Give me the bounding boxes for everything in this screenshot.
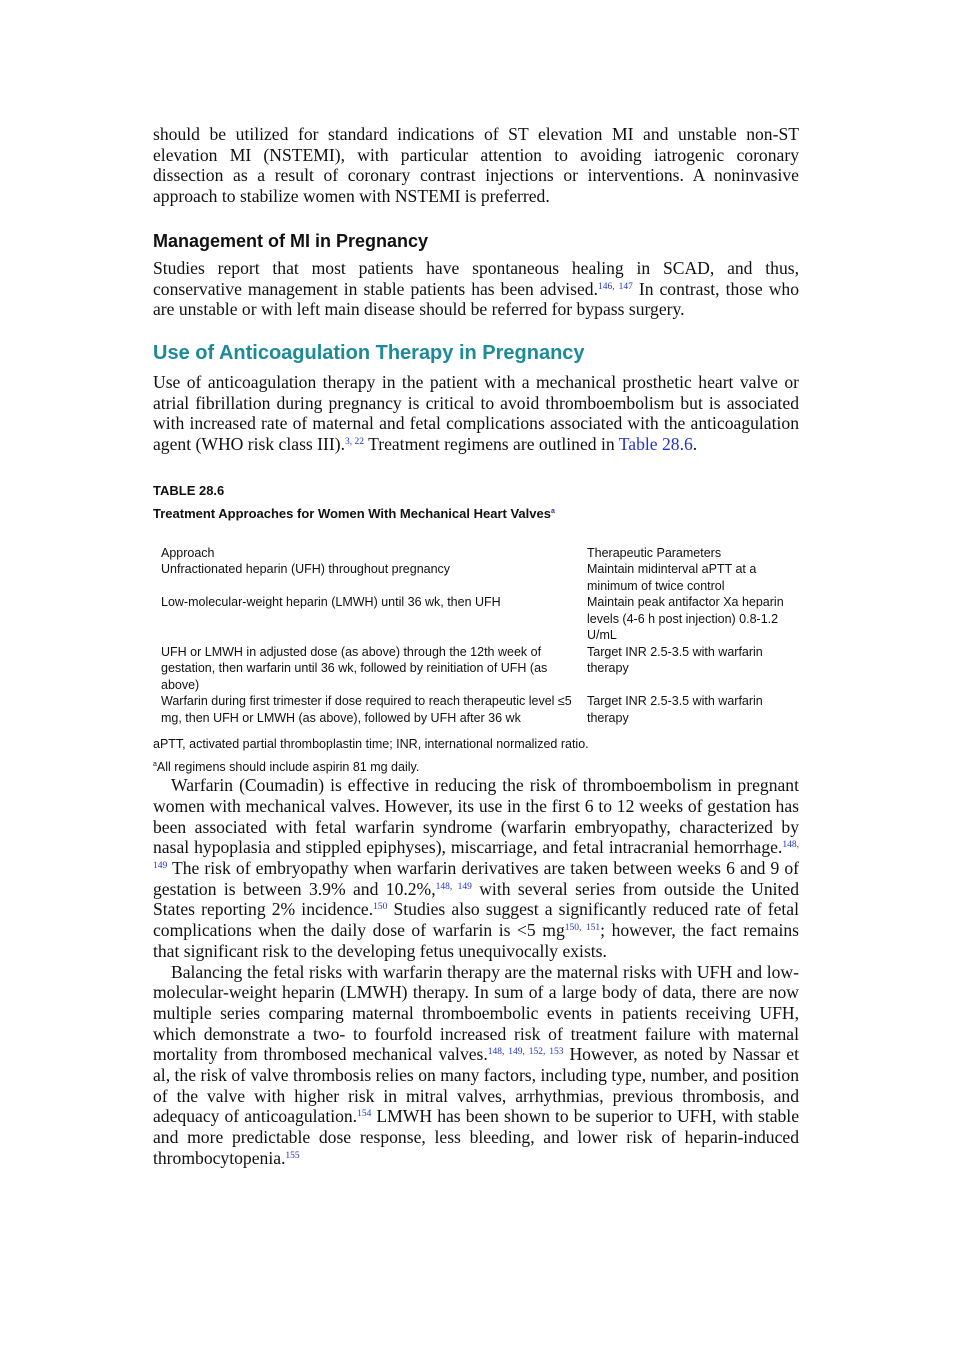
document-page bbox=[153, 124, 799, 1169]
table-cell-approach: UFH or LMWH in adjusted dose (as above) through the 12th week of gestation, then warfarin until 36 wk, followed by reinitiation of UFH (as above) bbox=[161, 644, 548, 692]
table-row bbox=[161, 561, 801, 594]
intro-paragraph: should be utilized for standard indications of ST elevation MI and unstable non-ST elevation MI (NSTEMI), with particular attention to avoiding iatrogenic coronary dissection as a result of coronary contrast injections or interventions. A noninvasive approach to stabilize women with NSTEMI is preferred. bbox=[153, 124, 799, 207]
table-footnote-a bbox=[153, 757, 799, 775]
table-header-row bbox=[161, 545, 801, 562]
balancing-paragraph bbox=[153, 962, 799, 1169]
reference-link[interactable]: 148, 149 bbox=[153, 840, 799, 872]
table-cell-parameters: Target INR 2.5-3.5 with warfarin therapy bbox=[587, 644, 763, 676]
anticoagulation-paragraph bbox=[153, 372, 799, 455]
table-title-footnote-mark[interactable]: a bbox=[550, 507, 555, 515]
reference-link[interactable]: 3, 22 bbox=[345, 437, 364, 448]
table-row bbox=[161, 644, 801, 694]
reference-link[interactable]: 146, 147 bbox=[598, 281, 633, 292]
table-title bbox=[153, 506, 799, 521]
paragraph-text: However, as noted by Nassar et al, the risk of valve thrombosis relies on many factors, including type, number, and position of the valve with higher risk in mitral valves, arrhythmias, previous thrombosis, and adequacy of anticoagulation. bbox=[153, 1044, 800, 1127]
reference-link[interactable]: 150 bbox=[373, 902, 388, 913]
table-cell-approach: Unfractionated heparin (UFH) throughout pregnancy bbox=[161, 562, 451, 577]
table-cell-parameters: Target INR 2.5-3.5 with warfarin therapy bbox=[587, 694, 763, 725]
table-cell-approach: Warfarin during first trimester if dose required to reach therapeutic level ≤5 mg, then UFH or LMWH (as above), followed by UFH after 36 wk bbox=[161, 694, 572, 725]
paragraph-text: Studies report that most patients have spontaneous healing in SCAD, and thus, conservative management in stable patients has been advised. bbox=[153, 257, 799, 299]
table-footnote-abbreviations: aPTT, activated partial thromboplastin time; INR, international normalized ratio. bbox=[153, 737, 589, 752]
paragraph-text: with several series from outside the United States reporting 2% incidence. bbox=[153, 878, 800, 920]
paragraph-text: The risk of embryopathy when warfarin derivatives are taken between weeks 6 and 9 of gestation is between 3.9% and 10.2%, bbox=[153, 858, 799, 899]
reference-link[interactable]: 155 bbox=[285, 1150, 300, 1161]
reference-link[interactable]: 148, 149 bbox=[435, 881, 472, 892]
table-cell-parameters: Maintain peak antifactor Xa heparin levels (4-6 h post injection) 0.8-1.2 U/mL bbox=[587, 595, 784, 643]
paragraph-text: Balancing the fetal risks with warfarin therapy are the maternal risks with UFH and low-molecular-weight heparin (LMWH) therapy. In sum of a large body of data, there are now multiple series comparing maternal thromboembolic events in patients receiving UFH, which demonstrate a two- to fourfold increased risk of treatment failure with maternal mortality from thrombosed mechanical valves. bbox=[153, 961, 799, 1065]
paragraph-text: Studies also suggest a significantly reduced rate of fetal complications when the daily dose of warfarin is <5 mg bbox=[153, 899, 799, 941]
paragraph-text: Warfarin (Coumadin) is effective in reducing the risk of thromboembolism in pregnant women with mechanical valves. However, its use in the first 6 to 12 weeks of gestation has been associated with fetal warfarin syndrome (warfarin embryopathy, characterized by nasal hypoplasia and stippled epiphyses), miscarriage, and fetal intracranial hemorrhage. bbox=[153, 775, 799, 858]
table-link[interactable]: Table 28.6 bbox=[618, 434, 693, 455]
section-heading-mi-management: Management of MI in Pregnancy bbox=[153, 230, 429, 251]
treatment-table bbox=[161, 545, 801, 727]
reference-link[interactable]: 154 bbox=[357, 1109, 372, 1120]
table-header-parameters: Therapeutic Parameters bbox=[587, 545, 722, 560]
footnote-mark: a bbox=[153, 761, 157, 769]
paragraph-text: Treatment regimens are outlined in bbox=[364, 434, 619, 455]
reference-link[interactable]: 150, 151 bbox=[564, 923, 601, 934]
table-row bbox=[161, 594, 801, 644]
warfarin-paragraph bbox=[153, 775, 799, 961]
section-heading-anticoagulation: Use of Anticoagulation Therapy in Pregnancy bbox=[153, 341, 585, 364]
table-title-text: Treatment Approaches for Women With Mechanical Heart Valves bbox=[153, 505, 551, 521]
paragraph-text: . bbox=[692, 434, 698, 455]
paragraph-text: ; however, the fact remains that significant risk to the developing fetus unequivocally exists. bbox=[153, 920, 799, 961]
footnote-text: All regimens should include aspirin 81 mg daily. bbox=[156, 760, 420, 775]
reference-link[interactable]: 148, 149, 152, 153 bbox=[487, 1047, 564, 1058]
table-cell-parameters: Maintain midinterval aPTT at a minimum of twice control bbox=[587, 562, 757, 593]
table-row bbox=[161, 693, 801, 726]
paragraph-text: LMWH has been shown to be superior to UFH, with stable and more predictable dose response, less bleeding, and lower risk of heparin-induced thrombocytopenia. bbox=[153, 1106, 800, 1168]
mi-management-paragraph bbox=[153, 258, 799, 320]
paragraph-text: Use of anticoagulation therapy in the patient with a mechanical prosthetic heart valve or atrial fibrillation during pregnancy is critical to avoid thromboembolism but is associated with increased rate of maternal and fetal complications associated with the anticoagulation agent (WHO risk class III). bbox=[153, 371, 799, 455]
table-cell-approach: Low-molecular-weight heparin (LMWH) until 36 wk, then UFH bbox=[161, 595, 501, 610]
paragraph-text: In contrast, those who are unstable or with left main disease should be referred for bypass surgery. bbox=[153, 278, 799, 320]
table-number: TABLE 28.6 bbox=[153, 482, 225, 498]
table-header-approach: Approach bbox=[161, 545, 215, 560]
